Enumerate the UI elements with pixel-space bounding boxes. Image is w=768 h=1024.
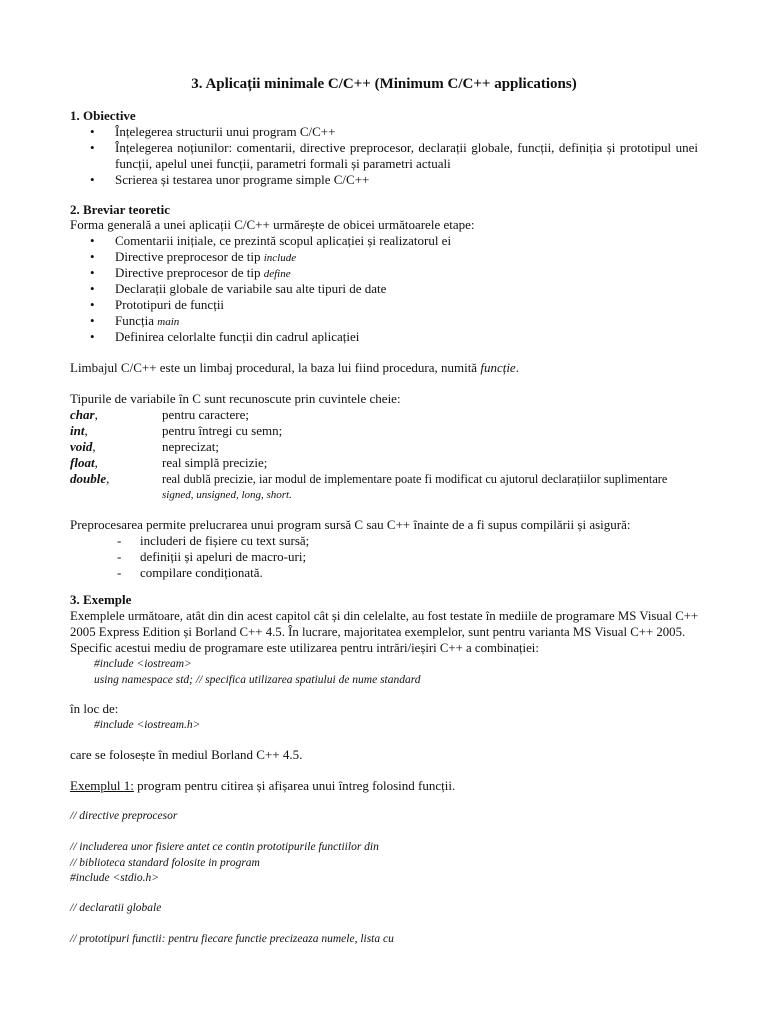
structure-step: Prototipuri de funcții [115,297,225,312]
objective-item-continuation: funcții, apelul unei funcții, parametri formali și parametri actuali [115,156,451,171]
preprocessing-intro: Preprocesarea permite prelucrarea unui program sursă C sau C++ înainte de a fi supus compilării și asigură: [70,517,631,532]
code-line: using namespace std; // specifica utilizarea spatiului de nume standard [94,674,421,686]
bullet-icon: • [90,329,95,344]
structure-step: Funcția main [115,313,180,328]
type-description: pentru întregi cu semn; [162,423,283,438]
procedural-paragraph: Limbajul C/C++ este un limbaj procedural, la baza lui fiind procedura, numită funcție. [70,360,519,375]
type-description: neprecizat; [162,439,220,454]
code-comment: // declaratii globale [70,902,162,914]
dash-icon: - [117,565,122,580]
section-3-heading: 3. Exemple [70,592,132,607]
type-keyword: float, [70,455,98,470]
type-description: pentru caractere; [162,407,249,422]
structure-step: Directive preprocesor de tip include [115,249,297,264]
bullet-icon: • [90,140,95,155]
examples-paragraph-line: Exemplele următoare, atât din din acest capitol cât și din celelalte, au fost testate în mediile de programare MS Visual C++ [70,609,699,623]
bullet-icon: • [90,249,95,264]
page-title: 3. Aplicații minimale C/C++ (Minimum C/C++ applications) [191,76,577,92]
dash-icon: - [117,533,122,548]
objective-item: Înțelegerea structurii unui program C/C++ [115,124,336,139]
structure-intro: Forma generală a unei aplicații C/C++ urmărește de obicei următoarele etape: [70,217,475,232]
bullet-icon: • [90,313,95,328]
bullet-icon: • [90,233,95,248]
type-description: real simplă precizie; [162,455,268,470]
type-description: real dublă precizie, iar modul de implementare poate fi modificat cu ajutorul declarațiilor suplimentare [162,472,668,486]
code-comment: // includerea unor fisiere antet ce contin prototipurile functiilor din [70,841,379,853]
keyword-include: include [263,252,297,264]
bullet-icon: • [90,281,95,296]
borland-note: care se folosește în mediul Borland C++ 4.5. [70,747,303,762]
bullet-icon: • [90,172,95,187]
type-keyword: char, [70,407,98,422]
code-line: #include <iostream> [94,658,192,670]
type-keyword: void, [70,439,96,454]
preprocessing-item: includeri de fișiere cu text sursă; [140,533,310,548]
code-comment: // directive preprocesor [70,810,178,822]
section-2-heading: 2. Breviar teoretic [70,202,170,217]
structure-step: Declarații globale de variabile sau alte tipuri de date [115,281,387,296]
keyword-define: define [263,268,291,280]
bullet-icon: • [90,265,95,280]
types-intro: Tipurile de variabile în C sunt recunoscute prin cuvintele cheie: [70,391,401,406]
code-comment: // biblioteca standard folosite in program [70,857,260,869]
objective-item: Înțelegerea noțiunilor: comentarii, directive preprocesor, declarații globale, funcții, definiția și prototipul unei [115,140,698,155]
examples-paragraph-line: 2005 Express Edition și Borland C++ 4.5. În lucrare, majoritatea exemplelor, sunt pentru varianta MS Visual C++ 2005. [70,625,686,639]
code-line: #include <stdio.h> [70,872,159,884]
preprocessing-item: compilare condiționată. [140,565,263,580]
instead-of-label: în loc de: [70,701,119,716]
bullet-icon: • [90,297,95,312]
bullet-icon: • [90,124,95,139]
type-keyword: int, [70,423,88,438]
examples-paragraph-line: Specific acestui mediu de programare este utilizarea pentru intrări/ieșiri C++ a combinației: [70,641,539,655]
code-line: #include <iostream.h> [94,719,201,731]
section-1-heading: 1. Obiective [70,108,136,123]
code-comment: // prototipuri functii: pentru fiecare functie precizeaza numele, lista cu [70,933,394,945]
dash-icon: - [117,549,122,564]
example-1-title: Exemplul 1: program pentru citirea și afișarea unui întreg folosind funcții. [70,778,456,793]
structure-step: Directive preprocesor de tip define [115,265,291,280]
structure-step: Definirea celorlalte funcții din cadrul aplicației [115,329,360,344]
structure-step: Comentarii inițiale, ce prezintă scopul aplicației și realizatorul ei [115,233,452,248]
type-keyword: double, [70,471,110,486]
keyword-main: main [157,316,180,328]
type-modifiers: signed, unsigned, long, short. [162,489,292,501]
objective-item: Scrierea și testarea unor programe simple C/C++ [115,172,370,187]
preprocessing-item: definiții și apeluri de macro-uri; [140,549,307,564]
